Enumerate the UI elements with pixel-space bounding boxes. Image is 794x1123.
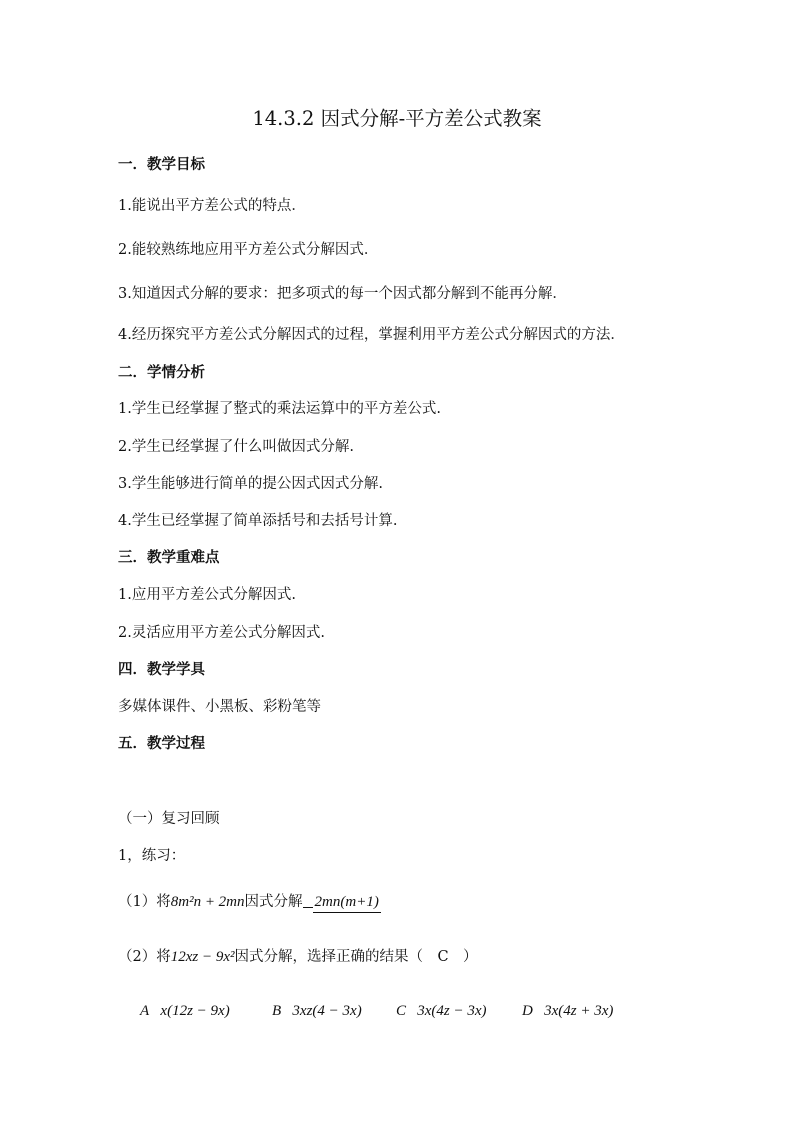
page-title: 14.3.2 因式分解-平方差公式教案 <box>252 107 542 130</box>
question-1 <box>118 892 381 913</box>
tools-text: 多媒体课件、小黑板、彩粉笔等 <box>118 699 321 715</box>
subsection-review: （一）复习回顾 <box>118 811 220 827</box>
option-d <box>522 1001 613 1021</box>
option-a-label: A <box>140 1003 150 1019</box>
objective-item: 1.能说出平方差公式的特点． <box>118 198 306 214</box>
key-point-item: 2.灵活应用平方差公式分解因式. <box>118 625 325 641</box>
practice-label: 1，练习： <box>118 848 186 864</box>
section-heading-tools: 四．教学学具 <box>118 662 205 678</box>
option-b-label: B <box>272 1003 282 1019</box>
analysis-item: 2.学生已经掌握了什么叫做因式分解. <box>118 439 354 455</box>
analysis-item: 1.学生已经掌握了整式的乘法运算中的平方差公式. <box>118 401 441 417</box>
question-1-expression: 8m²n + 2mn <box>170 894 245 910</box>
option-a-expression: x(12z − 9x) <box>160 1003 230 1019</box>
question-1-suffix: 因式分解 <box>244 894 303 910</box>
option-d-label: D <box>522 1003 533 1019</box>
question-1-prefix: （1）将 <box>118 894 171 910</box>
option-c-label: C <box>396 1003 407 1019</box>
question-2-close: ） <box>463 949 478 965</box>
section-heading-key-points: 三．教学重难点 <box>118 550 220 566</box>
option-a <box>140 1001 230 1021</box>
question-2-answer: C <box>437 949 449 965</box>
analysis-item: 3.学生能够进行简单的提公因式因式分解. <box>118 476 383 492</box>
option-c <box>396 1001 487 1021</box>
analysis-item: 4.学生已经掌握了简单添括号和去括号计算. <box>118 513 398 529</box>
objective-item: 3.知道因式分解的要求：把多项式的每一个因式都分解到不能再分解． <box>118 286 567 302</box>
option-d-expression: 3x(4z + 3x) <box>544 1003 614 1019</box>
section-heading-analysis: 二．学情分析 <box>118 365 205 381</box>
section-heading-process: 五．教学过程 <box>118 736 205 752</box>
question-2 <box>118 947 478 967</box>
answer-blank <box>303 893 313 908</box>
question-2-prefix: （2）将 <box>118 949 171 965</box>
question-2-expression: 12xz − 9x² <box>170 949 235 965</box>
question-2-suffix: 因式分解，选择正确的结果（ <box>234 949 424 965</box>
question-1-answer: 2mn(m+1) <box>313 892 381 913</box>
objective-item: 2.能较熟练地应用平方差公式分解因式． <box>118 242 379 258</box>
key-point-item: 1.应用平方差公式分解因式. <box>118 587 296 603</box>
section-heading-objectives: 一．教学目标 <box>118 157 205 173</box>
option-c-expression: 3x(4z − 3x) <box>417 1003 487 1019</box>
option-b-expression: 3xz(4 − 3x) <box>292 1003 362 1019</box>
option-b <box>272 1001 362 1021</box>
objective-item: 4.经历探究平方差公式分解因式的过程，掌握利用平方差公式分解因式的方法． <box>118 327 625 343</box>
